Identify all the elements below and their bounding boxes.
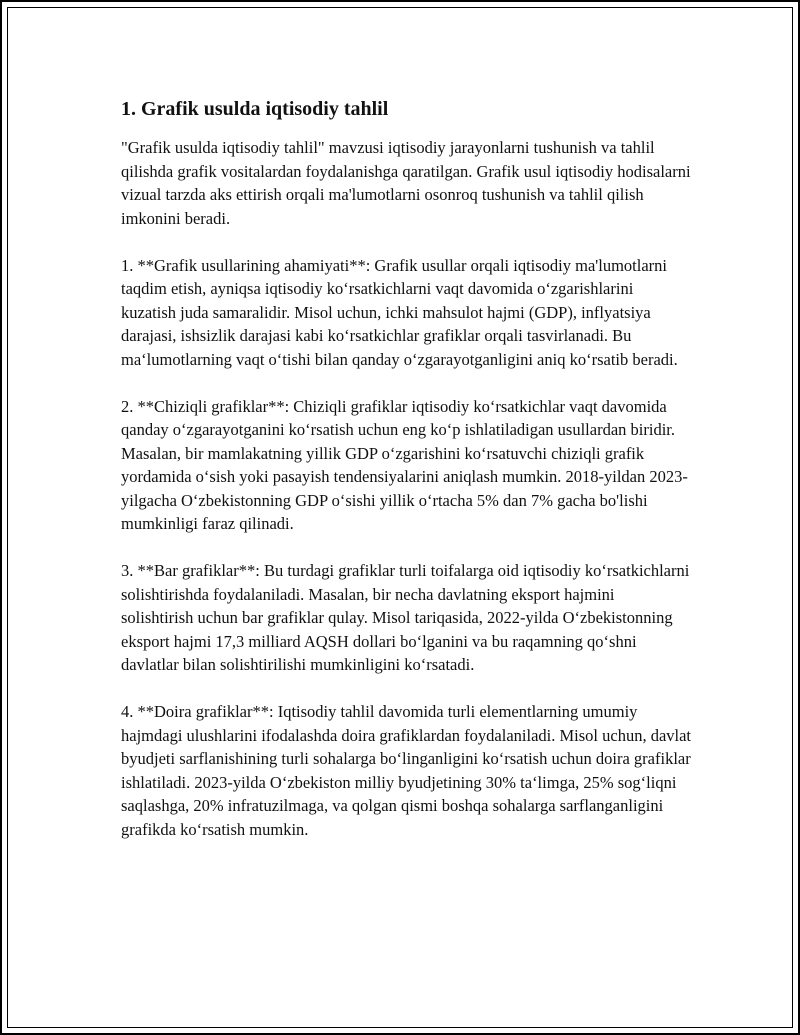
document-title: 1. Grafik usulda iqtisodiy tahlil <box>121 98 389 120</box>
paragraph-line-charts: 2. **Chiziqli grafiklar**: Chiziqli grafiklar iqtisodiy ko‘rsatkichlar vaqt davomida qanday o‘zgarayotganini ko‘rsatish uchun eng ko‘p ishlatiladigan usullardan biridir. Masalan, bir mamlakatning yillik GDP o‘zgarishini ko‘rsatuvchi chiziqli grafik yordamida o‘sish yoki pasayish tendensiyalarini aniqlash mumkin. 2018-yildan 2023-yilgacha O‘zbekistonning GDP o‘sishi yillik o‘rtacha 5% dan 7% gacha bo'lishi mumkinligi faraz qilinadi. <box>121 396 688 533</box>
paragraph-pie-charts: 4. **Doira grafiklar**: Iqtisodiy tahlil davomida turli elementlarning umumiy hajmdagi ulushlarini ifodalashda doira grafiklardan foydalaniladi. Misol uchun, davlat byudjeti sarflanishining turli sohalarga bo‘linganligini ko‘rsatish uchun doira grafiklar ishlatiladi. 2023-yilda O‘zbekiston milliy byudjetining 30% ta‘limga, 25% sog‘liqni saqlashga, 20% infratuzilmaga, va qolgan qismi boshqa sohalarga sarflanganligini grafikda ko‘rsatish mumkin. <box>121 702 692 839</box>
intro-paragraph: "Grafik usulda iqtisodiy tahlil" mavzusi iqtisodiy jarayonlarni tushunish va tahlil qilishda grafik vositalardan foydalanishga qaratilgan. Grafik usul iqtisodiy hodisalarni vizual tarzda aks ettirish orqali ma'lumotlarni osonroq tushunish va tahlil qilish imkonini beradi. <box>121 138 691 228</box>
paragraph-bar-charts: 3. **Bar grafiklar**: Bu turdagi grafiklar turli toifalarga oid iqtisodiy ko‘rsatkichlarni solishtirishda foydalaniladi. Masalan, bir necha davlatning eksport hajmini solishtirish uchun bar grafiklar qulay. Misol tariqasida, 2022-yilda O‘zbekistonning eksport hajmi 17,3 milliard AQSH dollari bo‘lganini va bu raqamning qo‘shni davlatlar bilan solishtirilishi mumkinligini ko‘rsatadi. <box>121 561 690 674</box>
document-content <box>121 96 691 865</box>
paragraph-graphic-methods-importance: 1. **Grafik usullarining ahamiyati**: Grafik usullar orqali iqtisodiy ma'lumotlarni taqdim etish, ayniqsa iqtisodiy ko‘rsatkichlarni vaqt davomida o‘zgarishlarini kuzatish juda samaralidir. Misol uchun, ichki mahsulot hajmi (GDP), inflyatsiya darajasi, ishsizlik darajasi kabi ko‘rsatkichlar grafiklar orqali tasvirlanadi. Bu ma‘lumotlarning vaqt o‘tishi bilan qanday o‘zgarayotganligini aniq ko‘rsatib beradi. <box>121 255 678 369</box>
